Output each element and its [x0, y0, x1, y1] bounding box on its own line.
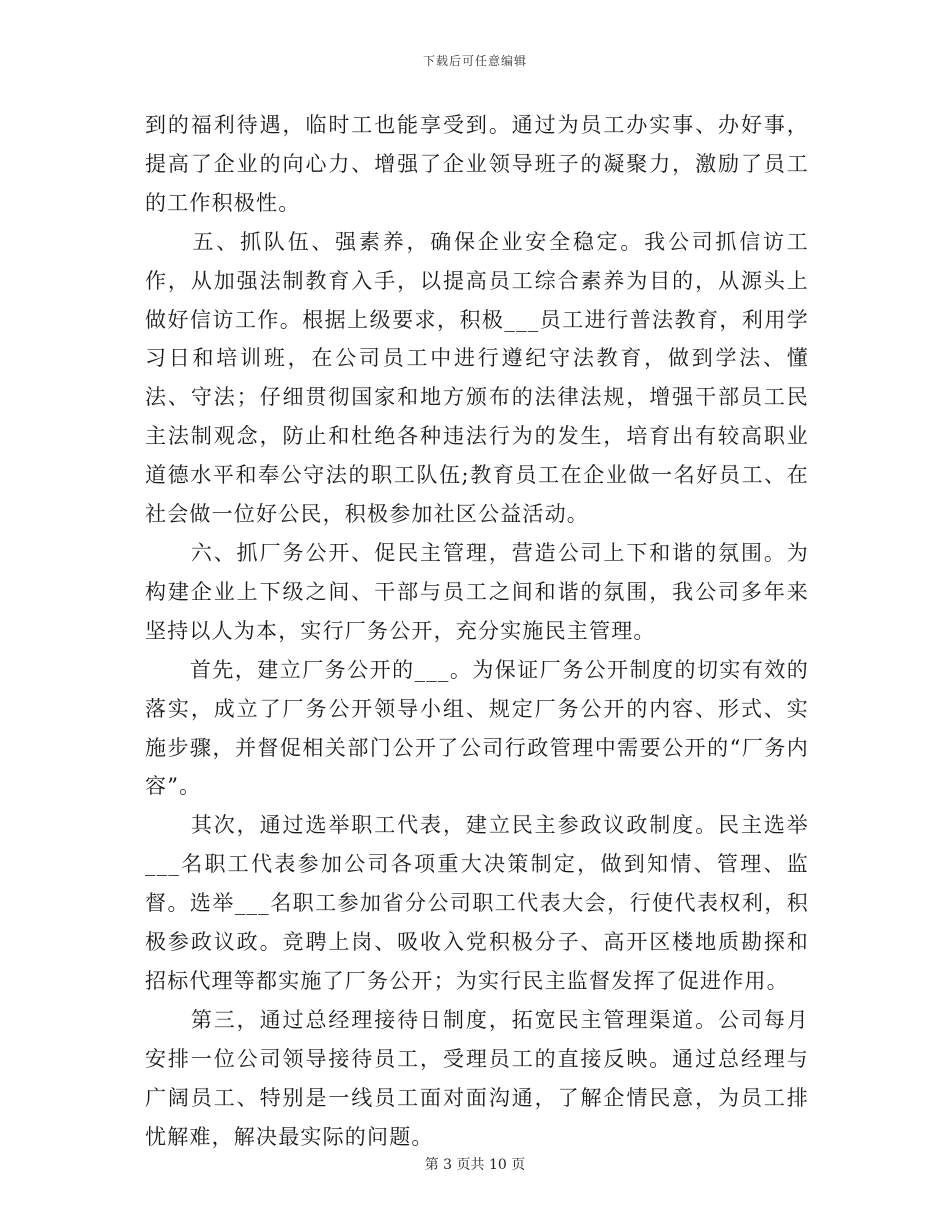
paragraph-section-five: 五、抓队伍、强素养，确保企业安全稳定。我公司抓信访工作，从加强法制教育入手，以提高员工综合素养为目的，从源头上做好信访工作。根据上级要求，积极___员工进行普法教育，利用学习日和培训班，在公司员工中进行遵纪守法教育，做到学法、懂法、守法；仔细贯彻国家和地方颁布的法律法规，增强干部员工民主法制观念，防止和杜绝各种违法行为的发生，培育出有较高职业道德水平和奉公守法的职工队伍;教育员工在企业做一名好员工、在社会做一位好公民，积极参加社区公益活动。	[145, 229, 809, 527]
paragraph-first-measure: 首先，建立厂务公开的___。为保证厂务公开制度的切实有效的落实，成立了厂务公开领导小组、规定厂务公开的内容、形式、实施步骤，并督促相关部门公开了公司行政管理中需要公开的“厂务内容”。	[145, 657, 809, 799]
paragraph-third-measure: 第三，通过总经理接待日制度，拓宽民主管理渠道。公司每月安排一位公司领导接待员工，受理员工的直接反映。通过总经理与广阔员工、特别是一线员工面对面沟通，了解企情民意，为员工排忧解难，解决最实际的问题。	[145, 1007, 809, 1149]
page-header: 下载后可任意编辑	[422, 54, 527, 68]
page-number: 第 3 页共 10 页	[424, 1157, 526, 1173]
paragraph-second-measure: 其次，通过选举职工代表，建立民主参政议政制度。民主选举___名职工代表参加公司各项重大决策制定，做到知情、管理、监督。选举___名职工参加省分公司职工代表大会，行使代表权利，积极参政议政。竞聘上岗、吸收入党积极分子、高开区楼地质勘探和招标代理等都实施了厂务公开；为实行民主监督发挥了促进作用。	[145, 813, 809, 993]
paragraph-welfare-continuation: 到的福利待遇，临时工也能享受到。通过为员工办实事、办好事，提高了企业的向心力、增强了企业领导班子的凝聚力，激励了员工的工作积极性。	[145, 113, 809, 215]
document-body	[145, 106, 809, 1156]
paragraph-section-six: 六、抓厂务公开、促民主管理，营造公司上下和谐的氛围。为构建企业上下级之间、干部与员工之间和谐的氛围，我公司多年来坚持以人为本，实行厂务公开，充分实施民主管理。	[145, 540, 809, 643]
